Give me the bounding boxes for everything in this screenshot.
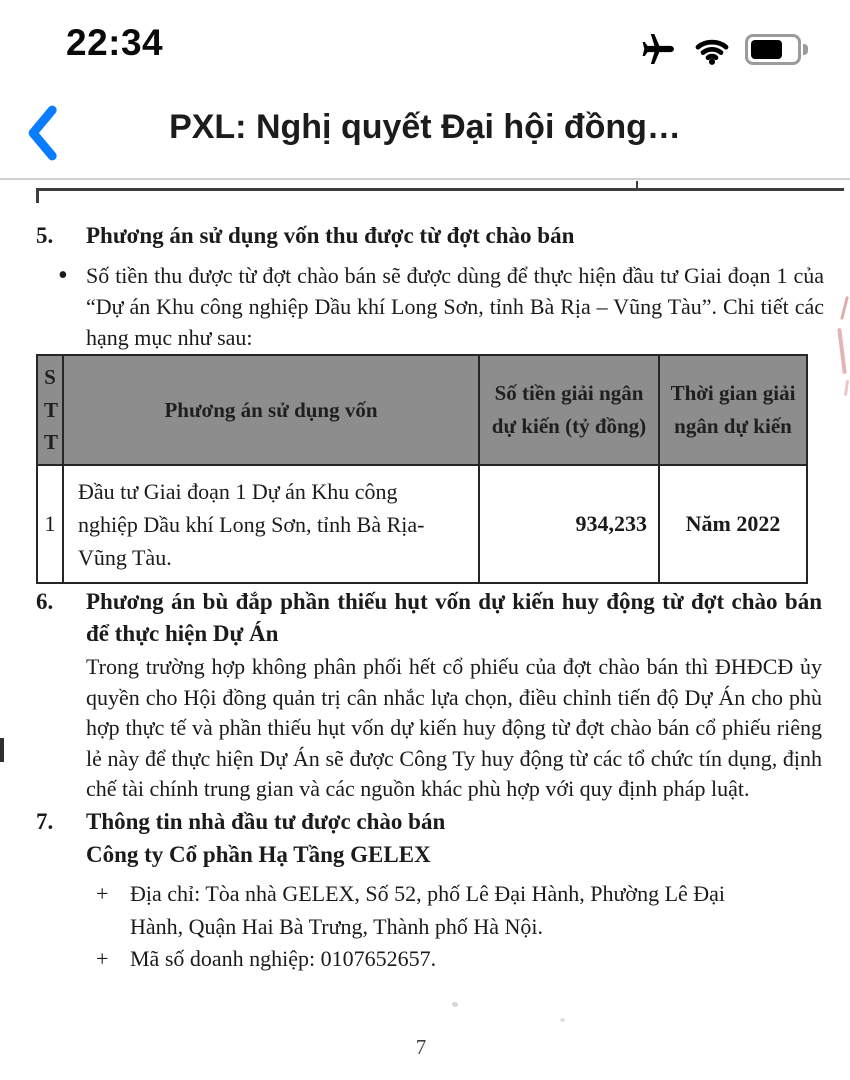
status-icons	[641, 30, 808, 68]
back-button[interactable]	[16, 104, 68, 164]
header-plan: Phương án sử dụng vốn	[63, 355, 479, 465]
business-id-item	[96, 942, 775, 975]
page-number: 7	[415, 1035, 427, 1059]
section-5-heading-row	[36, 220, 822, 252]
page-top-table-edge	[36, 188, 844, 191]
status-time: 22:34	[66, 22, 164, 63]
section-6-heading: Phương án bù đắp phần thiếu hụt vốn dự kiến huy động từ đợt chào bán để thực hiện Dự Án	[86, 589, 822, 646]
section-5-bullet-text: Số tiền thu được từ đợt chào bán sẽ được dùng để thực hiện đầu tư Giai đoạn 1 của “Dự án Khu công nghiệp Dầu khí Long Sơn, tỉnh Bà Rịa – Vũng Tàu”. Chi tiết các hạng mục như sau:	[86, 263, 824, 350]
section-5-heading: Phương án sử dụng vốn thu được từ đợt chào bán	[86, 223, 575, 248]
document-title: PXL: Nghị quyết Đại hội đồng…	[169, 108, 681, 146]
plus-marker: +	[96, 946, 109, 971]
section-6-paragraph: Trong trường hợp không phân phối hết cổ phiếu của đợt chào bán thì ĐHĐCĐ ủy quyền cho Hội đồng quản trị cân nhắc lựa chọn, điều chỉnh tiến độ Dự Án cho phù hợp thực tế và phần thiếu hụt vốn dự kiến huy động từ đợt chào bán cổ phiếu riêng lẻ này để thực hiện Dự Án sẽ được Công Ty huy động từ các tổ chức tín dụng, định chế tài chính trung gian và các nguồn khác phù hợp với quy định pháp luật.	[86, 654, 822, 801]
section-5-bullet	[58, 260, 824, 353]
company-name: Công ty Cổ phần Hạ Tầng GELEX	[86, 842, 431, 867]
red-ink-mark	[837, 328, 847, 374]
table-row	[37, 465, 807, 583]
section-6-heading-row	[36, 586, 822, 650]
scan-smudge	[0, 738, 4, 762]
scan-speck	[452, 1002, 458, 1007]
bullet-marker: •	[58, 260, 68, 291]
battery-icon	[745, 34, 808, 65]
page-top-table-edge-tick	[636, 181, 638, 191]
section-7-number: 7.	[36, 809, 54, 834]
section-6-number: 6.	[36, 589, 54, 614]
cell-plan: Đầu tư Giai đoạn 1 Dự án Khu công nghiệp Dầu khí Long Sơn, tỉnh Bà Rịa-Vũng Tàu.	[63, 465, 479, 583]
header-schedule: Thời gian giải ngân dự kiến	[659, 355, 807, 465]
plus-marker: +	[96, 881, 109, 906]
cell-stt: 1	[37, 465, 63, 583]
red-ink-mark	[840, 296, 849, 320]
address-item	[96, 877, 775, 943]
address-text: Địa chỉ: Tòa nhà GELEX, Số 52, phố Lê Đại Hành, Phường Lê Đại Hành, Quận Hai Bà Trưng, Thành phố Hà Nội.	[130, 881, 726, 939]
red-ink-mark	[844, 380, 849, 396]
cell-amount: 934,233	[479, 465, 659, 583]
header-amount: Số tiền giải ngân dự kiến (tỷ đồng)	[479, 355, 659, 465]
cell-schedule: Năm 2022	[659, 465, 807, 583]
section-7-heading-row	[36, 806, 822, 838]
header-stt: STT	[37, 355, 63, 465]
battery-fill	[751, 40, 782, 59]
scan-speck	[560, 1018, 565, 1022]
pdf-page-view[interactable]	[0, 180, 850, 1080]
navigation-bar	[0, 92, 850, 180]
status-bar	[0, 0, 850, 92]
page-top-table-edge-stub	[36, 188, 39, 203]
fund-usage-table	[36, 354, 808, 584]
airplane-mode-icon	[641, 30, 679, 68]
section-7-heading: Thông tin nhà đầu tư được chào bán	[86, 809, 446, 834]
chevron-left-icon	[25, 105, 59, 161]
table-header-row	[37, 355, 807, 465]
wifi-icon	[692, 33, 732, 65]
business-id-text: Mã số doanh nghiệp: 0107652657.	[130, 946, 437, 971]
section-5-number: 5.	[36, 223, 54, 248]
